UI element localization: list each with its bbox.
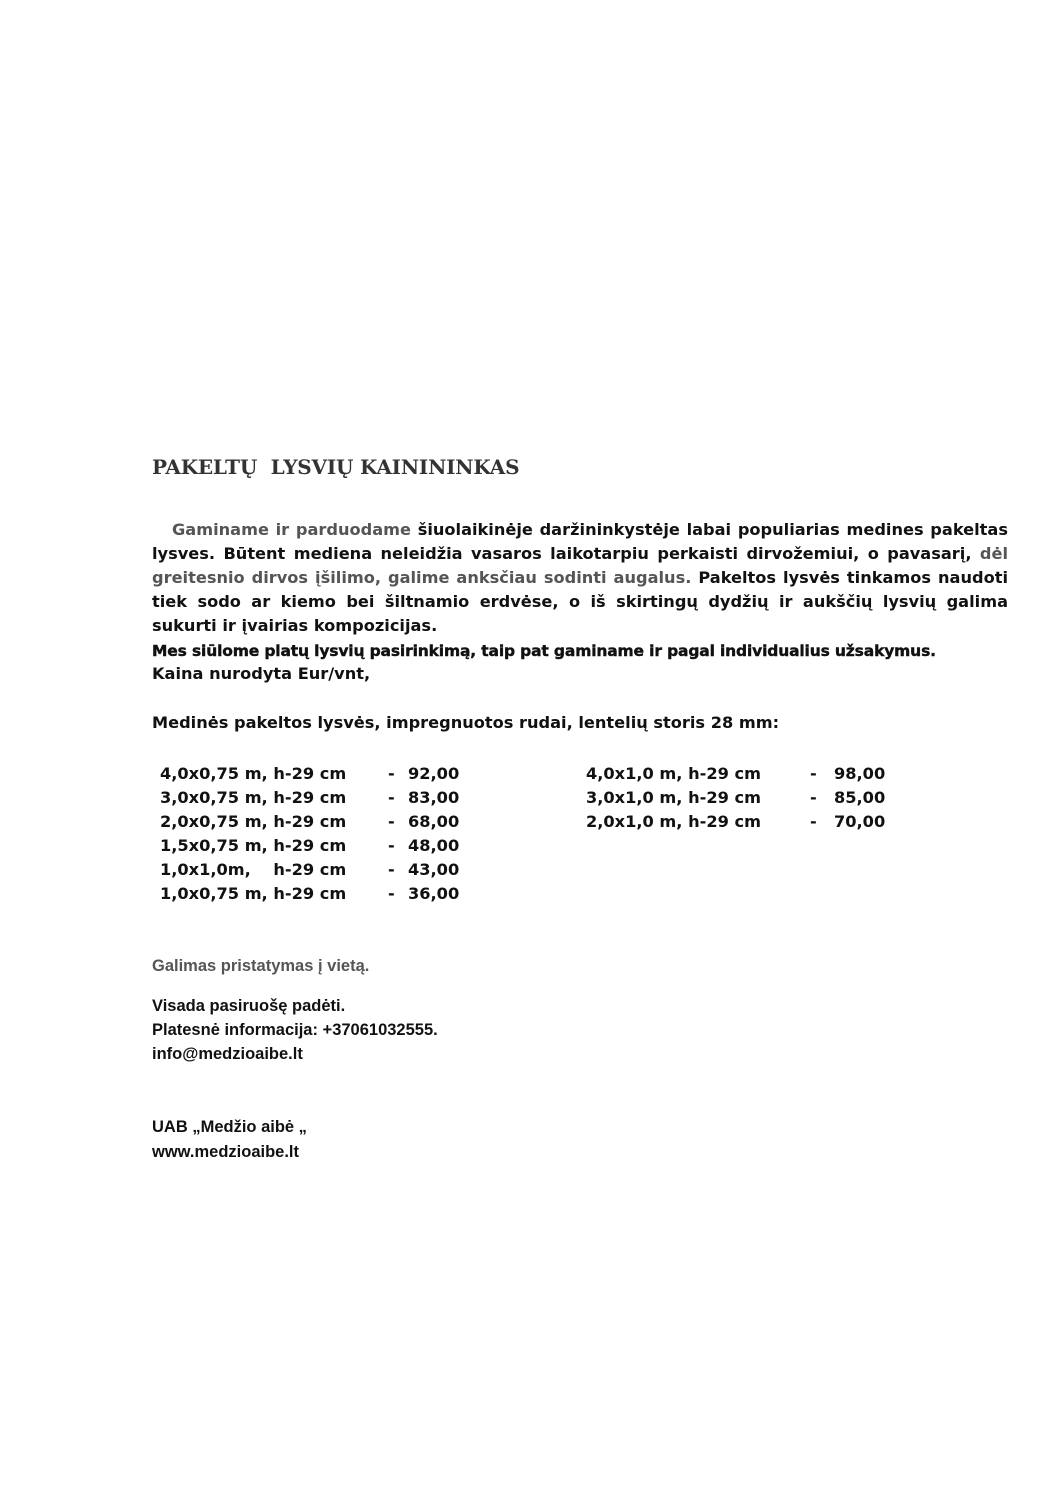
separator-dash: - [810,812,817,831]
price-unit-note: Kaina nurodyta Eur/vnt, [152,664,371,683]
bed-size: 4,0x0,75 m, h-29 cm [160,764,347,783]
contact-greeting: Visada pasiruošę padėti. [152,997,346,1015]
company-website-link[interactable]: www.medzioaibe.lt [152,1143,299,1161]
offer-statement: Mes siūlome platų lysvių pasirinkimą, taip pat gaminame ir pagal individualius užsakymus. [152,642,936,660]
separator-dash: - [388,836,395,855]
bed-price: 92,00 [408,764,460,783]
product-subheading: Medinės pakeltos lysvės, impregnuotos rudai, lentelių storis 28 mm: [152,713,780,732]
intro-text-part-4: Pakeltos lysvės tinkamos naudoti tiek sodo ar kiemo bei šiltnamio erdvėse, o iš skirtingų dydžių ir aukščių lysvių galima sukurti ir įvairias kompozicijas. [152,568,1008,635]
bed-price: 85,00 [834,788,886,807]
delivery-note: Galimas pristatymas į vietą. [152,957,370,975]
bed-price: 43,00 [408,860,460,879]
bed-price: 48,00 [408,836,460,855]
separator-dash: - [388,812,395,831]
bed-size: 1,5x0,75 m, h-29 cm [160,836,347,855]
contact-block [152,994,438,1066]
bed-price: 70,00 [834,812,886,831]
intro-text-part-3: dėl greitesnio dirvos įšilimo, galime anksčiau sodinti augalus. [152,544,1008,587]
bed-size: 1,0x0,75 m, h-29 cm [160,884,347,903]
bed-size: 2,0x1,0 m, h-29 cm [586,812,761,831]
bed-price: 98,00 [834,764,886,783]
separator-dash: - [388,764,395,783]
intro-paragraph [152,518,1008,638]
separator-dash: - [810,764,817,783]
company-block [152,1115,307,1165]
contact-phone: Platesnė informacija: +37061032555. [152,1021,438,1039]
intro-text-part-2: šiuolaikinėje daržininkystėje labai populiarias medines pakeltas lysves. Būtent mediena neleidžia vasaros laikotarpiu perkaisti dirvožemiui, o pavasarį, [152,520,1008,563]
contact-email[interactable]: info@medzioaibe.lt [152,1045,303,1063]
bed-size: 3,0x1,0 m, h-29 cm [586,788,761,807]
bed-size: 3,0x0,75 m, h-29 cm [160,788,347,807]
intro-text-part-1: Gaminame ir parduodame [172,520,418,539]
company-name: UAB „Medžio aibė „ [152,1118,307,1136]
bed-price: 36,00 [408,884,460,903]
separator-dash: - [388,884,395,903]
bed-size: 4,0x1,0 m, h-29 cm [586,764,761,783]
separator-dash: - [810,788,817,807]
separator-dash: - [388,860,395,879]
separator-dash: - [388,788,395,807]
bed-price: 83,00 [408,788,460,807]
page-title: PAKELTŲ LYSVIŲ KAINININKAS [152,455,520,479]
bed-price: 68,00 [408,812,460,831]
bed-size: 2,0x0,75 m, h-29 cm [160,812,347,831]
bed-size: 1,0x1,0m, h-29 cm [160,860,347,879]
